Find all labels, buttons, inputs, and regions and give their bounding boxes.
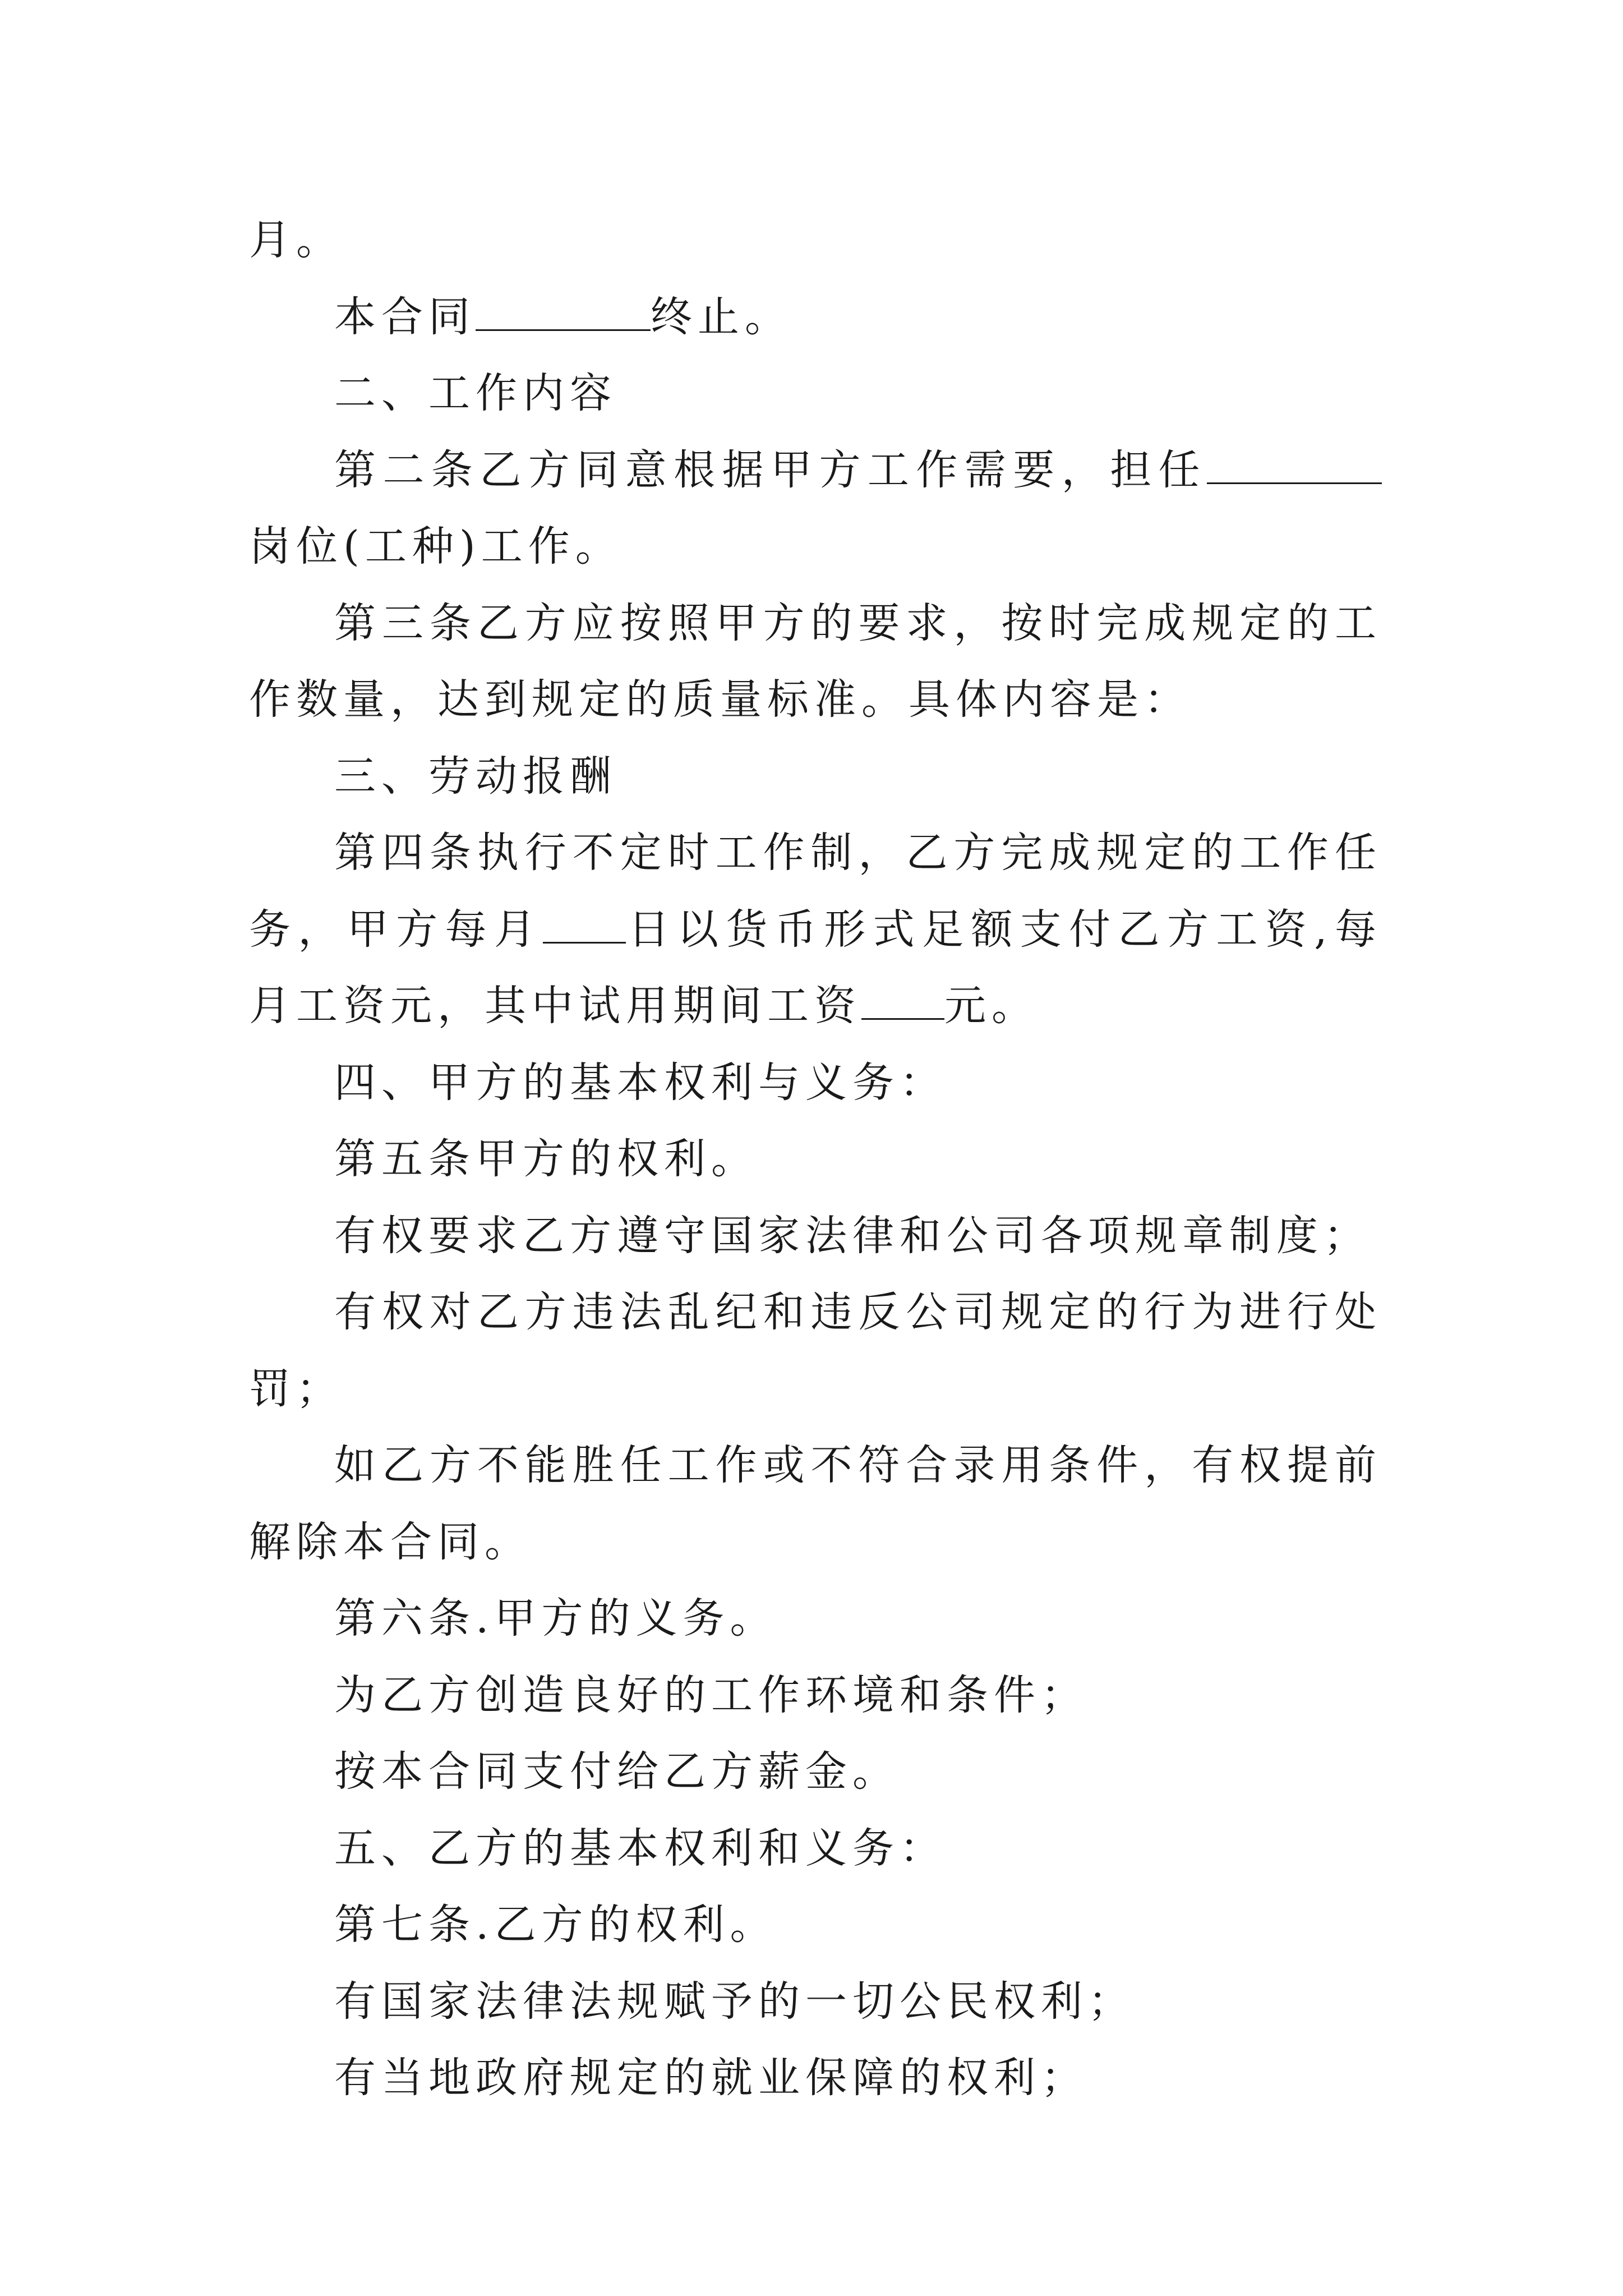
paragraph-text-after: 岗位(工种)工作。 xyxy=(249,522,623,570)
section-heading-party-b-rights xyxy=(249,1810,1382,1887)
paragraph-text: 第六条.甲方的义务。 xyxy=(334,1594,777,1642)
article-6-party-a-obligations xyxy=(249,1580,1382,1657)
heading-text: 四、甲方的基本权利与义务： xyxy=(334,1058,947,1107)
clause-punish-violations xyxy=(249,1274,1382,1427)
paragraph-text-before: 第四条执行不定时工作制，乙方完成规定的工作任务，甲方每月 xyxy=(249,829,1382,954)
clause-work-environment xyxy=(249,1657,1382,1734)
paragraph-text-before: 本合同 xyxy=(334,292,476,341)
paragraph-text: 有权对乙方违法乱纪和违反公司规定的行为进行处罚； xyxy=(249,1288,1382,1413)
paragraph-month-end xyxy=(249,202,1382,279)
section-heading-work-content xyxy=(249,355,1382,432)
paragraph-text-middle: 日以货币形式足额支付乙方工资,每月工资元，其中试用期间工资 xyxy=(249,905,1382,1030)
section-heading-party-a-rights xyxy=(249,1045,1382,1121)
clause-pay-salary xyxy=(249,1733,1382,1810)
paragraph-text: 为乙方创造良好的工作环境和条件； xyxy=(334,1671,1088,1719)
paragraph-text: 月。 xyxy=(249,216,343,264)
paragraph-text: 有国家法律法规赋予的一切公民权利； xyxy=(334,1977,1135,2026)
paragraph-text-after: 终止。 xyxy=(651,292,792,341)
article-2-position xyxy=(249,432,1382,585)
clause-early-termination xyxy=(249,1427,1382,1580)
blank-termination-date xyxy=(476,293,651,331)
clause-comply-regulations xyxy=(249,1198,1382,1274)
blank-pay-day xyxy=(543,906,626,944)
paragraph-text: 有权要求乙方遵守国家法律和公司各项规章制度； xyxy=(334,1211,1371,1260)
blank-position xyxy=(1207,447,1382,484)
paragraph-text: 按本合同支付给乙方薪金。 xyxy=(334,1747,900,1796)
article-7-party-b-rights xyxy=(249,1887,1382,1963)
blank-probation-wage xyxy=(861,982,944,1020)
paragraph-text: 第五条甲方的权利。 xyxy=(334,1135,758,1183)
paragraph-contract-termination xyxy=(249,279,1382,356)
article-5-party-a-rights xyxy=(249,1121,1382,1198)
clause-employment-security xyxy=(249,2040,1382,2116)
heading-text: 二、工作内容 xyxy=(334,369,617,417)
paragraph-text: 第三条乙方应按照甲方的要求，按时完成规定的工作数量，达到规定的质量标准。具体内容是： xyxy=(249,599,1382,724)
paragraph-text: 第七条.乙方的权利。 xyxy=(334,1901,777,1949)
paragraph-text-before: 第二条乙方同意根据甲方工作需要，担任 xyxy=(334,445,1207,494)
article-4-wages xyxy=(249,815,1382,1045)
heading-text: 三、劳动报酬 xyxy=(334,752,617,800)
paragraph-text-after: 元。 xyxy=(944,982,1039,1030)
heading-text: 五、乙方的基本权利和义务： xyxy=(334,1824,947,1872)
section-heading-remuneration xyxy=(249,738,1382,815)
paragraph-text: 如乙方不能胜任工作或不符合录用条件，有权提前解除本合同。 xyxy=(249,1441,1382,1566)
article-3-work-quantity xyxy=(249,585,1382,738)
paragraph-text: 有当地政府规定的就业保障的权利； xyxy=(334,2054,1088,2102)
clause-citizen-rights xyxy=(249,1963,1382,2040)
document-body xyxy=(249,202,1382,2116)
